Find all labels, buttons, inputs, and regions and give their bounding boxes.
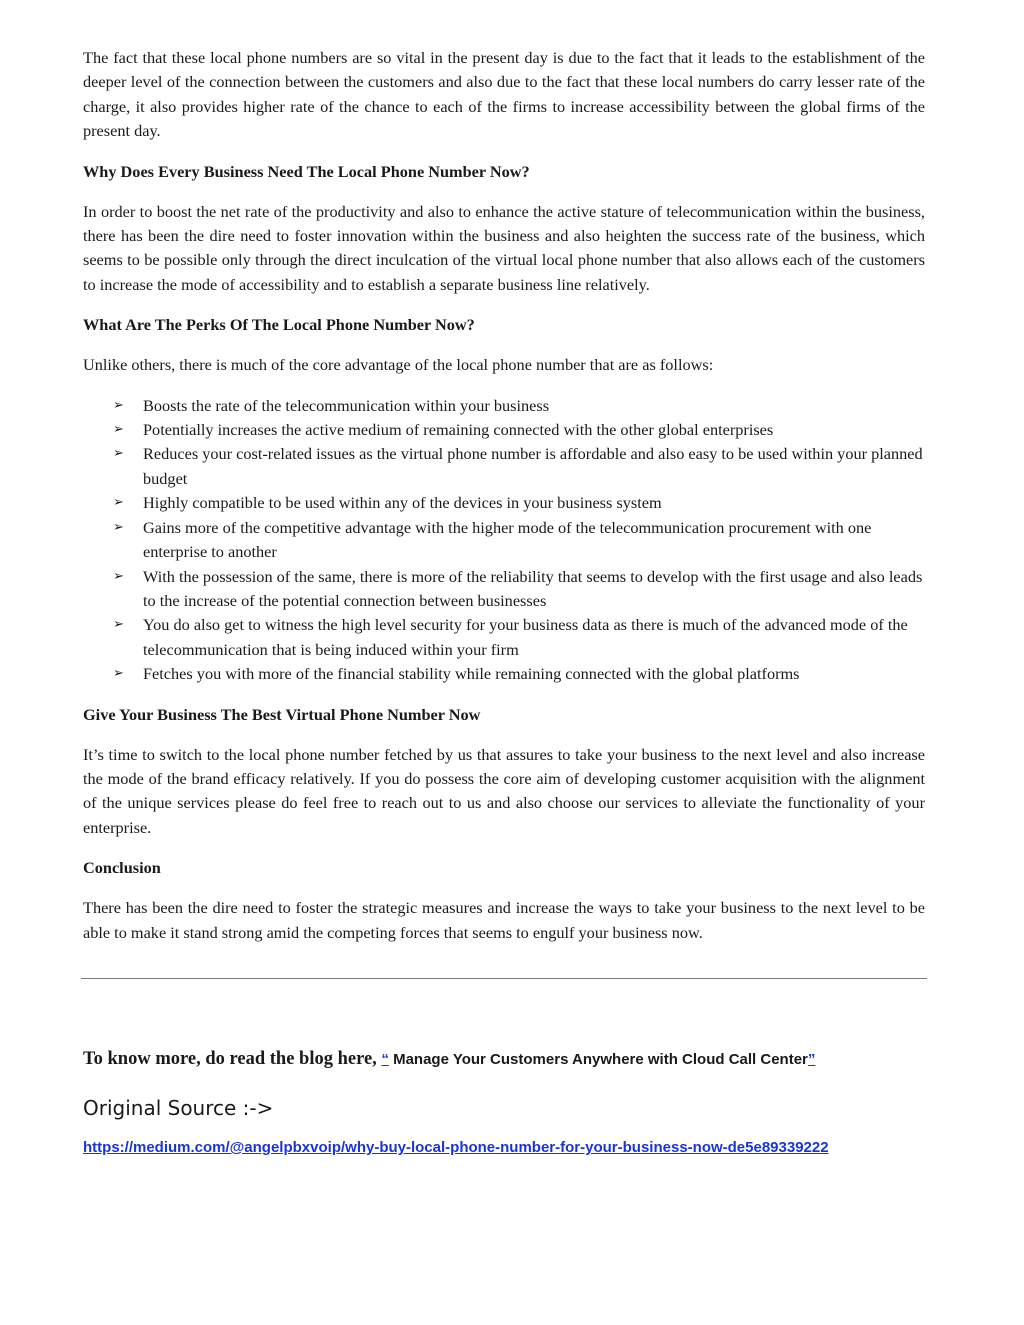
list-item-text: Highly compatible to be used within any of the devices in your business system [143, 493, 662, 513]
arrow-bullet-icon: ➢ [113, 422, 124, 438]
list-item [83, 394, 925, 418]
why-paragraph: In order to boost the net rate of the productivity and also to enhance the active stature of telecommunication within the business, there has been the dire need to foster innovation within the business and also heighten the success rate of the business, which seems to be possible only through the direct inculcation of the virtual local phone number that also allows each of the customers to increase the mode of accessibility and to establish a separate business line relatively. [83, 201, 925, 294]
perks-list [83, 394, 925, 687]
blog-title[interactable]: Manage Your Customers Anywhere with Cloud Call Center [388, 1051, 808, 1068]
horizontal-divider [81, 978, 927, 979]
blog-link-open-quote[interactable]: “ [381, 1051, 389, 1068]
list-item [83, 662, 925, 686]
list-item-text: Fetches you with more of the financial stability while remaining connected with the global platforms [143, 664, 800, 684]
list-item-text: Reduces your cost-related issues as the virtual phone number is affordable and also easy to be used within your planned budget [143, 444, 923, 488]
heading-perks: What Are The Perks Of The Local Phone Number Now? [83, 315, 475, 335]
list-item [83, 565, 925, 614]
heading-why-local-number: Why Does Every Business Need The Local Phone Number Now? [83, 161, 530, 181]
arrow-bullet-icon: ➢ [113, 397, 124, 413]
document-body [83, 46, 925, 945]
heading-give-business: Give Your Business The Best Virtual Phone Number Now [83, 704, 481, 724]
arrow-bullet-icon: ➢ [113, 617, 124, 633]
intro-paragraph: The fact that these local phone numbers are so vital in the present day is due to the fact that it leads to the establishment of the deeper level of the connection between the customers and also due to the fact that these local numbers do carry lesser rate of the charge, it also provides higher rate of the chance to each of the firms to increase accessibility between the global firms of the present day. [83, 48, 925, 141]
arrow-bullet-icon: ➢ [113, 446, 124, 462]
list-item-text: Boosts the rate of the telecommunication within your business [143, 395, 550, 415]
give-paragraph: It’s time to switch to the local phone number fetched by us that assures to take your business to the next level and also increase the mode of the brand efficacy relatively. If you do possess the core aim of developing customer acquisition with the alignment of the unique services please do feel free to reach out to us and also choose our services to alleviate the functionality of your enterprise. [83, 744, 925, 837]
blog-prefix: To know more, do read the blog here, [83, 1049, 377, 1069]
original-source-link[interactable]: https://medium.com/@angelpbxvoip/why-buy-local-phone-number-for-your-business-now-de5e89339222 [83, 1139, 829, 1156]
list-item [83, 516, 925, 565]
perks-intro: Unlike others, there is much of the core advantage of the local phone number that are as follows: [83, 355, 714, 375]
arrow-bullet-icon: ➢ [113, 666, 124, 682]
list-item [83, 491, 925, 515]
list-item [83, 442, 925, 491]
list-item [83, 613, 925, 662]
blog-reference [83, 1049, 815, 1070]
conclusion-paragraph: There has been the dire need to foster the strategic measures and increase the ways to take your business to the next level to be able to make it stand strong amid the competing forces that seems to engulf your business now. [83, 898, 925, 942]
list-item [83, 418, 925, 442]
arrow-bullet-icon: ➢ [113, 568, 124, 584]
arrow-bullet-icon: ➢ [113, 495, 124, 511]
list-item-text: Potentially increases the active medium of remaining connected with the other global enterprises [143, 420, 774, 440]
list-item-text: With the possession of the same, there is more of the reliability that seems to develop with the first usage and also leads to the increase of the potential connection between businesses [143, 566, 923, 610]
original-source-heading: Original Source :-> [83, 1096, 274, 1120]
arrow-bullet-icon: ➢ [113, 519, 124, 535]
blog-link-close-quote[interactable]: ” [807, 1051, 816, 1068]
list-item-text: You do also get to witness the high level security for your business data as there is much of the advanced mode of the telecommunication that is being induced within your firm [143, 615, 908, 659]
list-item-text: Gains more of the competitive advantage with the higher mode of the telecommunication procurement with one enterprise to another [143, 517, 872, 562]
heading-conclusion: Conclusion [83, 858, 161, 878]
